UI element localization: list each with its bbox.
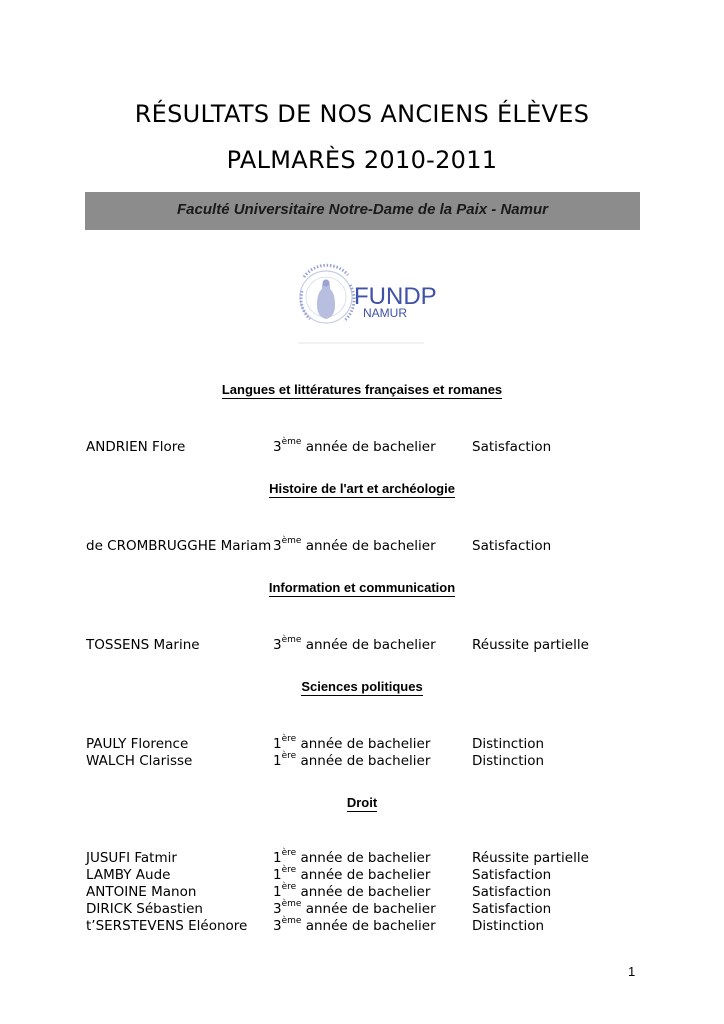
fundp-logo	[296, 255, 437, 345]
student-year: 1ère année de bachelier	[273, 734, 431, 752]
student-year: 3ème année de bachelier	[273, 635, 436, 653]
page-subtitle: PALMARÈS 2010-2011	[226, 146, 498, 174]
logo-text-fundp: FUNDP	[354, 283, 437, 310]
student-year: 3ème année de bachelier	[273, 437, 436, 455]
student-result: Distinction	[472, 918, 545, 934]
student-name: LAMBY Aude	[86, 867, 171, 883]
student-year: 1ère année de bachelier	[273, 848, 431, 866]
student-name: WALCH Clarisse	[86, 753, 193, 769]
student-result: Satisfaction	[472, 884, 552, 900]
fundp-seal-icon	[296, 255, 437, 345]
student-result: Distinction	[472, 753, 545, 769]
student-name: ANDRIEN Flore	[86, 439, 186, 455]
institution-name: Faculté Universitaire Notre-Dame de la Paix - Namur	[177, 201, 548, 218]
institution-banner	[85, 192, 640, 230]
student-name: TOSSENS Marine	[86, 637, 200, 653]
section-heading: Sciences politiques	[301, 679, 423, 694]
student-result: Réussite partielle	[472, 850, 589, 866]
student-year: 1ère année de bachelier	[273, 751, 431, 769]
student-result: Satisfaction	[472, 901, 552, 917]
section-heading: Langues et littératures françaises et romanes	[221, 382, 503, 397]
section-heading: Droit	[346, 795, 378, 810]
student-name: ANTOINE Manon	[86, 884, 197, 900]
student-result: Satisfaction	[472, 538, 552, 554]
student-year: 3ème année de bachelier	[273, 536, 436, 554]
student-name: de CROMBRUGGHE Mariam	[86, 538, 272, 554]
student-name: t’SERSTEVENS Eléonore	[86, 918, 248, 934]
student-result: Distinction	[472, 736, 545, 752]
student-name: PAULY Florence	[86, 736, 189, 752]
logo-text-namur: NAMUR	[363, 306, 407, 320]
section-heading: Histoire de l'art et archéologie	[269, 481, 455, 496]
student-year: 1ère année de bachelier	[273, 865, 431, 883]
student-result: Satisfaction	[472, 439, 552, 455]
section-heading: Information et communication	[268, 580, 456, 595]
page-number: 1	[628, 964, 636, 979]
student-year: 3ème année de bachelier	[273, 899, 436, 917]
student-name: JUSUFI Fatmir	[86, 850, 177, 866]
student-year: 3ème année de bachelier	[273, 916, 436, 934]
page-title: RÉSULTATS DE NOS ANCIENS ÉLÈVES	[134, 100, 590, 128]
student-result: Satisfaction	[472, 867, 552, 883]
student-result: Réussite partielle	[472, 637, 589, 653]
student-year: 1ère année de bachelier	[273, 882, 431, 900]
student-name: DIRICK Sébastien	[86, 901, 203, 917]
